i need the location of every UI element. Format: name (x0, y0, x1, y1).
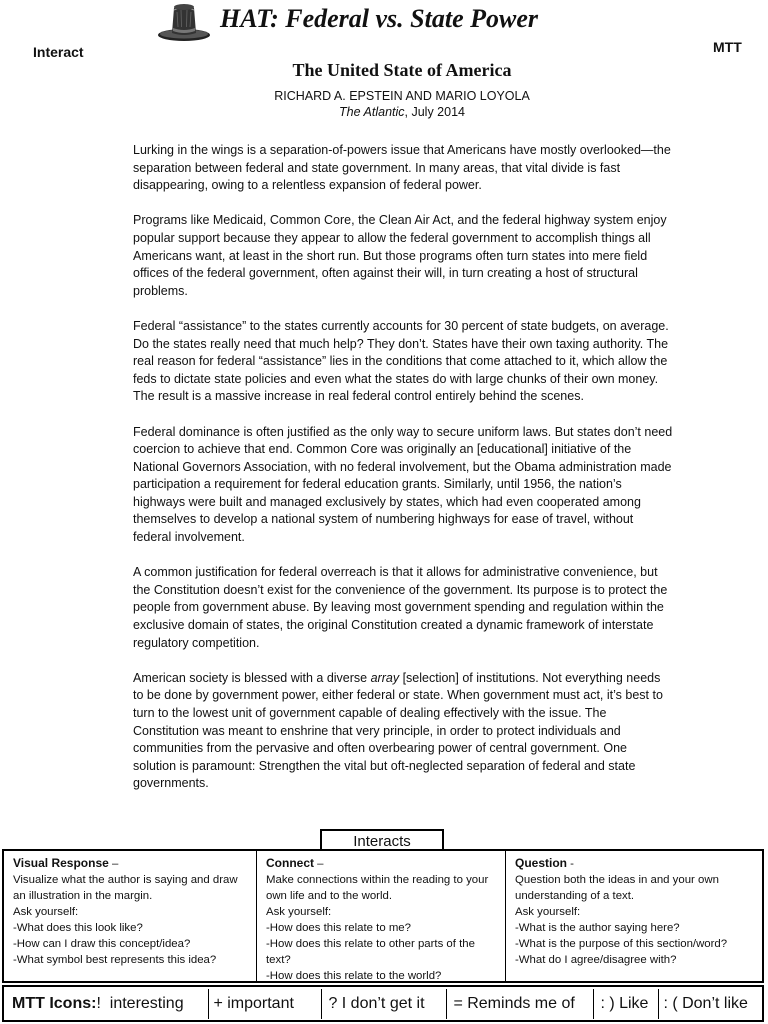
mtt-item-dont-like (659, 987, 747, 1020)
interacts-tab: Interacts (320, 829, 444, 851)
article-authors: RICHARD A. EPSTEIN AND MARIO LOYOLA (274, 89, 530, 103)
publication-date: , July 2014 (404, 105, 465, 119)
mtt-item-important (209, 987, 321, 1020)
page-title: HAT: Federal vs. State Power (220, 4, 538, 33)
frown-icon: : ( (663, 994, 678, 1012)
mtt-item-text: important (222, 994, 294, 1012)
interact-label: Interact (33, 44, 84, 60)
mtt-item-text: Reminds me of (462, 994, 575, 1012)
article-title: The United State of America (292, 60, 512, 80)
publication-name: The Atlantic (338, 105, 405, 119)
top-hat-icon (156, 0, 212, 44)
paragraph: Federal dominance is often justified as the only way to secure uniform laws. But states don’t need coercion to achieve that end. Common Core was originally an [educational] initiative of the National Governors Association, with no federal involvement, but the Obama administration made participation a requirement for federal education grants. Similarly, until 1956, the nation’s highways were built and managed exclusively by states, which had even cooperated among themselves to develop a national system of numbering highways for ease of travel, without federal involvement. (133, 424, 673, 545)
column-line: -What is the purpose of this section/word? (515, 938, 728, 950)
smile-icon: : ) (600, 994, 615, 1012)
mtt-item-reminds-me-of (447, 987, 593, 1020)
column-line: -How can I draw this concept/idea? (13, 938, 191, 950)
article-source (0, 105, 768, 119)
column-line: Make connections within the reading to your own life and to the world. (266, 874, 489, 902)
column-line: -What is the author saying here? (515, 922, 680, 934)
paragraph: Federal “assistance” to the states currently accounts for 30 percent of state budgets, on average. Do the states really need that much help? They don’t. States have their own taxing authority. The real reason for federal “assistance” lies in the conditions that come attached to it, which allow the feds to dictate state policies and even what the states do with large chunks of their own money. The result is a massive increase in real federal control entirely behind the scenes. (133, 318, 669, 404)
column-line: -What does this look like? (13, 922, 143, 934)
column-heading: Connect – (266, 856, 324, 870)
connect-column (257, 851, 506, 981)
column-line: -How does this relate to other parts of the text? (266, 938, 475, 966)
article-body (133, 142, 673, 811)
mtt-label: MTT (713, 39, 742, 55)
mtt-item-like (594, 987, 658, 1020)
column-line: Ask yourself: (266, 906, 332, 918)
paragraph-italic-word: array (370, 670, 400, 685)
paragraph-text: American society is blessed with a diverse (133, 670, 371, 685)
column-line: Question both the ideas in and your own understanding of a text. (515, 874, 719, 902)
question-column (506, 851, 762, 981)
paragraph-text: [selection] of institutions. Not everything needs to be done by government power, either federal or state. When government must act, it’s best to turn to the lowest unit of government capable of dealing effectively with the issue. The Constitution was meant to enshrine that very principle, in order to protect individuals and communities from the pervasive and often overbearing power of central government. One solution is paramount: Strengthen the vital but oft-neglected separation of federal and state governments. (133, 670, 663, 791)
column-line: Ask yourself: (515, 906, 581, 918)
column-line: -What symbol best represents this idea? (13, 954, 217, 966)
column-line: Visualize what the author is saying and draw an illustration in the margin. (13, 874, 238, 902)
question-icon: ? (328, 994, 338, 1012)
paragraph: Lurking in the wings is a separation-of-powers issue that Americans have mostly overlooked—the separation between federal and state government. In many areas, that vital divide is fast disappearing, owing to a relentless expansion of federal power. (133, 143, 671, 193)
mtt-item-text: Like (614, 994, 649, 1012)
mtt-item-text: Don’t like (677, 994, 748, 1012)
mtt-icons-label: MTT Icons: (12, 994, 97, 1012)
mtt-item-text: I don’t get it (337, 994, 425, 1012)
paragraph: Programs like Medicaid, Common Core, the Clean Air Act, and the federal highway system enjoy popular support because they appear to allow the federal government to accomplish things all Americans want, at least in the short run. But those programs often turn states into mere field offices of the federal government, often against their will, in turn creating a host of structural problems. (133, 213, 667, 298)
visual-response-column (4, 851, 257, 981)
mtt-icons-bar (2, 985, 764, 1022)
interacts-box (2, 849, 764, 983)
mtt-item-dont-get-it (322, 987, 446, 1020)
column-heading: Question - (515, 856, 574, 870)
column-heading: Visual Response – (13, 856, 119, 870)
mtt-item-interesting (96, 987, 208, 1020)
column-line: Ask yourself: (13, 906, 79, 918)
mtt-item-text: interesting (100, 994, 184, 1012)
column-line: -What do I agree/disagree with? (515, 954, 677, 966)
column-line: -How does this relate to the world? (266, 970, 442, 982)
paragraph: A common justification for federal overreach is that it allows for administrative convenience, but the Constitution doesn’t exist for the convenience of the government. Its purpose is to protect the people from government abuse. By leaving most government spending and regulation within the exclusive domain of states, the original Constitution created a dynamic framework of interstate regulatory competition. (133, 565, 668, 650)
plus-icon: + (213, 994, 223, 1012)
paragraph (133, 670, 673, 793)
equals-icon: = (453, 994, 463, 1012)
exclamation-icon: ! (96, 994, 101, 1012)
column-line: -How does this relate to me? (266, 922, 411, 934)
